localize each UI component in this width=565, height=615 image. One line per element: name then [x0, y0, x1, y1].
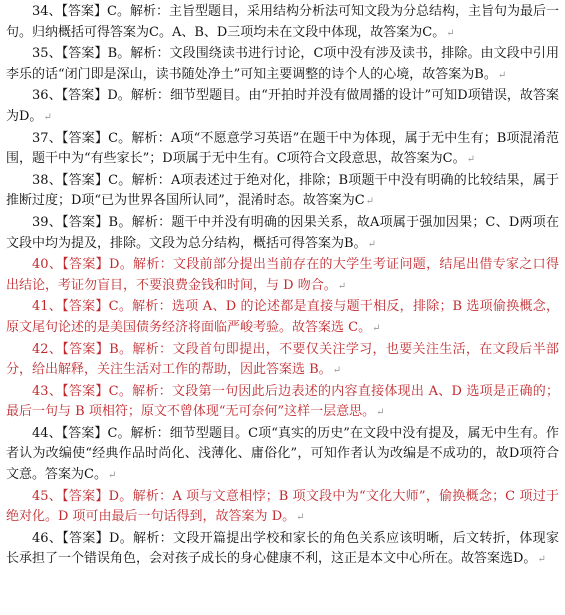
answer-44: [6, 424, 559, 487]
answer-43: [6, 382, 559, 424]
return-mark-icon: ↵: [332, 365, 342, 377]
answer-text: 【答案】C。解析：细节型题目。C项“真实的历史”在文段中没有提及，属无中生有。作者认为改编使“经典作品时尚化、浅薄化、庸俗化”，可知作者认为改编是不成功的，故D项符合文意。答案为C。: [6, 425, 560, 483]
question-number: 42、: [32, 341, 63, 357]
question-number: 39、: [32, 214, 63, 230]
question-number: 46、: [32, 530, 63, 546]
answer-46: [6, 529, 559, 571]
return-mark-icon: ↵: [537, 554, 546, 566]
answer-sheet: [6, 2, 559, 571]
return-mark-icon: ↵: [337, 280, 347, 292]
answer-text: 【答案】B。解析：文段围绕读书进行讨论，C项中没有涉及读书，排除。由文段中引用李乐的话“闭门即是深山，读书随处净土”可知主要调整的诗个人的心境，故答案为B。: [6, 46, 559, 82]
answer-35: [6, 44, 559, 86]
answer-text: 【答案】C。解析：A项“不愿意学习英语”在题干中为体现，属于无中生有；B项混淆范围，题干中为“有些家长”；D项属于无中生有。C项符合文段意思，故答案为C。: [6, 130, 559, 167]
answer-text: 【答案】C。解析：A项表述过于绝对化，排除；B项题干中没有明确的比较结果，属于推断过度；D项“已为世界各国所认同”，混淆时态。故答案为C: [6, 172, 559, 209]
return-mark-icon: ↵: [497, 69, 507, 81]
answer-38: [6, 171, 559, 213]
question-number: 38、: [32, 172, 62, 188]
question-number: 43、: [32, 383, 63, 399]
answer-text: 【答案】D。解析：A 项与文意相悖；B 项文段中为“文化大师”，偷换概念；C 项过于绝对化。D 项可由最后一句话得到，故答案为 D。: [6, 488, 559, 525]
answer-36: [6, 86, 559, 128]
return-mark-icon: ↵: [446, 27, 455, 39]
answer-42: [6, 340, 559, 382]
question-number: 37、: [32, 130, 62, 146]
question-number: 44、: [32, 425, 62, 441]
answer-37: [6, 129, 559, 171]
answer-45: [6, 487, 559, 529]
answer-text: 【答案】C。解析：文段第一句因此后边表述的内容直接体现出 A、D 选项是正确的；最后一句与 B 项相符；原文不曾体现“无可奈何”这样一层意思。: [6, 383, 559, 420]
answer-39: [6, 213, 559, 255]
question-number: 41、: [32, 299, 63, 315]
question-number: 34、: [32, 4, 62, 19]
answer-34: [6, 2, 559, 44]
answer-text: 【答案】B。解析：文段首句即提出，不要仅关注学习，也要关注生活，在文段后半部分，给出解释，关注生活对工作的帮助，因此答案选 B。: [6, 341, 559, 378]
return-mark-icon: ↵: [367, 238, 376, 250]
question-number: 35、: [32, 46, 62, 62]
return-mark-icon: ↵: [296, 512, 305, 524]
question-number: 40、: [32, 257, 63, 273]
answer-text: 【答案】B。解析：题干中并没有明确的因果关系，故A项属于强加因果；C、D两项在文段中均为提及，排除。文段为总分结构，概括可得答案为B。: [6, 214, 560, 251]
question-number: 36、: [32, 88, 62, 104]
answer-40: [6, 255, 559, 297]
return-mark-icon: ↵: [43, 111, 52, 123]
return-mark-icon: ↵: [376, 407, 385, 419]
answer-41: [6, 297, 559, 339]
return-mark-icon: ↵: [466, 154, 475, 166]
return-mark-icon: ↵: [107, 470, 117, 482]
question-number: 45、: [32, 488, 63, 504]
answer-text: 【答案】D。解析：文段开篇提出学校和家长的角色关系应该明晰，后文转折，体现家长承担了一个错误角色，会对孩子成长的身心健康不利，这正是本文中心所在。故答案选D。: [6, 530, 559, 567]
return-mark-icon: ↵: [365, 196, 375, 208]
return-mark-icon: ↵: [372, 322, 381, 334]
answer-text: 【答案】C。解析：选项 A、D 的论述都是直接与题干相反，排除；B 选项偷换概念，原文尾句论述的是美国债务经济将面临严峻考验。故答案选 C。: [6, 299, 559, 335]
answer-text: 【答案】D。解析：细节型题目。由“开拍时并没有做周播的设计”可知D项错误，故答案为D。: [6, 88, 560, 124]
answer-text: 【答案】C。解析：主旨型题目，采用结构分析法可知文段为分总结构，主旨句为最后一句。归纳概括可得答案为C。A、B、D三项均未在文段中体现，故答案为C。: [6, 4, 559, 40]
answer-text: 【答案】D。解析：文段前部分提出当前存在的大学生考证问题，结尾出借专家之口得出结论，考证勿盲目，不要浪费金钱和时间，与 D 吻合。: [6, 257, 559, 293]
